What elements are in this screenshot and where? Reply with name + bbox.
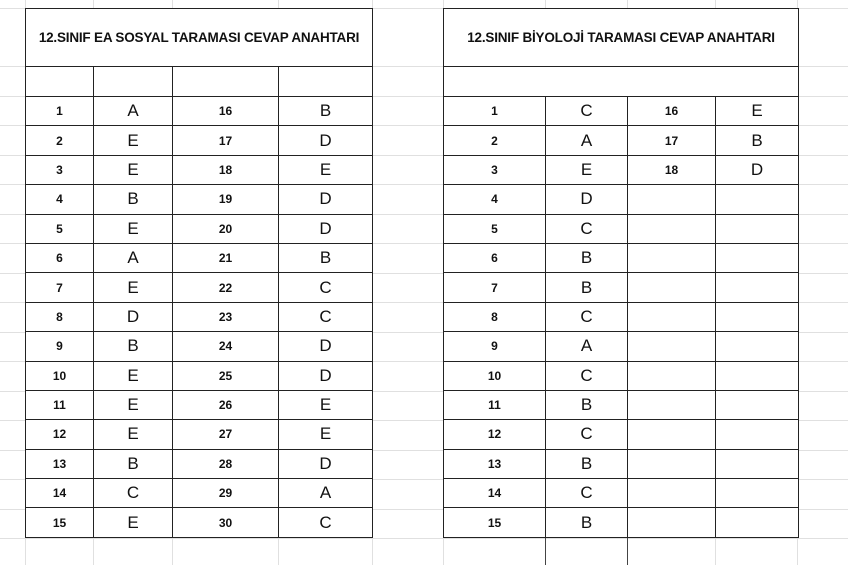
answer-cell[interactable]: B bbox=[546, 508, 628, 537]
answer-cell[interactable]: D bbox=[546, 185, 628, 214]
table-title[interactable]: 12.SINIF EA SOSYAL TARAMASI CEVAP ANAHTARI bbox=[26, 9, 373, 67]
table-row bbox=[444, 214, 799, 243]
question-number-cell[interactable]: 15 bbox=[444, 508, 546, 537]
table-row bbox=[444, 332, 799, 361]
blank-cell[interactable] bbox=[94, 67, 173, 97]
answer-cell[interactable]: E bbox=[279, 420, 373, 449]
answer-cell[interactable]: E bbox=[94, 420, 173, 449]
table-row bbox=[26, 185, 373, 214]
answer-cell[interactable]: E bbox=[94, 508, 173, 537]
question-number-cell[interactable]: 4 bbox=[444, 185, 546, 214]
table-row bbox=[444, 361, 799, 390]
question-number-cell[interactable]: 7 bbox=[444, 273, 546, 302]
answer-cell[interactable]: A bbox=[94, 97, 173, 126]
answer-cell[interactable]: B bbox=[716, 126, 799, 155]
answer-cell[interactable]: B bbox=[546, 390, 628, 419]
question-number-cell[interactable]: 10 bbox=[26, 361, 94, 390]
answer-cell[interactable] bbox=[716, 420, 799, 449]
answer-cell[interactable]: D bbox=[716, 155, 799, 184]
answer-cell[interactable] bbox=[716, 332, 799, 361]
table-row bbox=[444, 273, 799, 302]
answer-cell[interactable]: C bbox=[279, 508, 373, 537]
table-row bbox=[26, 243, 373, 272]
question-number-cell[interactable]: 1 bbox=[26, 97, 94, 126]
table-row bbox=[26, 332, 373, 361]
question-number-cell[interactable] bbox=[628, 214, 716, 243]
table-row bbox=[26, 361, 373, 390]
answer-cell[interactable]: C bbox=[94, 479, 173, 508]
table-row bbox=[444, 302, 799, 331]
answer-cell[interactable]: C bbox=[279, 273, 373, 302]
column-border-extension bbox=[627, 538, 628, 565]
answer-key-table-biyoloji bbox=[443, 8, 799, 538]
question-number-cell[interactable]: 9 bbox=[26, 332, 94, 361]
question-number-cell[interactable]: 12 bbox=[444, 420, 546, 449]
answer-cell[interactable]: D bbox=[279, 185, 373, 214]
table-row bbox=[444, 126, 799, 155]
answer-cell[interactable]: E bbox=[546, 155, 628, 184]
answer-cell[interactable]: D bbox=[279, 126, 373, 155]
question-number-cell[interactable]: 12 bbox=[26, 420, 94, 449]
question-number-cell[interactable]: 4 bbox=[26, 185, 94, 214]
answer-key-table-ea-sosyal bbox=[25, 8, 373, 538]
answer-cell[interactable]: C bbox=[279, 302, 373, 331]
question-number-cell[interactable] bbox=[628, 390, 716, 419]
table-row bbox=[26, 302, 373, 331]
answer-cell[interactable]: C bbox=[546, 420, 628, 449]
question-number-cell[interactable]: 8 bbox=[26, 302, 94, 331]
question-number-cell[interactable]: 2 bbox=[444, 126, 546, 155]
answer-cell[interactable]: C bbox=[546, 214, 628, 243]
table-title[interactable]: 12.SINIF BİYOLOJİ TARAMASI CEVAP ANAHTARI bbox=[444, 9, 799, 67]
question-number-cell[interactable] bbox=[628, 479, 716, 508]
answer-cell[interactable] bbox=[716, 479, 799, 508]
answer-cell[interactable] bbox=[716, 508, 799, 537]
question-number-cell[interactable] bbox=[628, 185, 716, 214]
question-number-cell[interactable] bbox=[628, 508, 716, 537]
answer-cell[interactable]: E bbox=[94, 214, 173, 243]
question-number-cell[interactable]: 23 bbox=[173, 302, 279, 331]
answer-cell[interactable]: B bbox=[279, 243, 373, 272]
answer-cell[interactable]: B bbox=[94, 185, 173, 214]
question-number-cell[interactable]: 16 bbox=[628, 97, 716, 126]
blank-cell[interactable] bbox=[444, 67, 799, 97]
question-number-cell[interactable] bbox=[628, 273, 716, 302]
question-number-cell[interactable]: 15 bbox=[26, 508, 94, 537]
answer-cell[interactable]: C bbox=[546, 479, 628, 508]
question-number-cell[interactable]: 3 bbox=[26, 155, 94, 184]
gridline-row bbox=[0, 538, 848, 539]
answer-cell[interactable]: B bbox=[94, 332, 173, 361]
answer-cell[interactable]: E bbox=[94, 155, 173, 184]
question-number-cell[interactable]: 18 bbox=[173, 155, 279, 184]
question-number-cell[interactable]: 18 bbox=[628, 155, 716, 184]
answer-cell[interactable]: A bbox=[279, 479, 373, 508]
table-row bbox=[444, 508, 799, 537]
answer-cell[interactable]: D bbox=[94, 302, 173, 331]
question-number-cell[interactable]: 1 bbox=[444, 97, 546, 126]
question-number-cell[interactable]: 2 bbox=[26, 126, 94, 155]
table-row bbox=[444, 390, 799, 419]
table-row bbox=[26, 214, 373, 243]
question-number-cell[interactable]: 10 bbox=[444, 361, 546, 390]
table-row bbox=[26, 479, 373, 508]
question-number-cell[interactable] bbox=[628, 332, 716, 361]
answer-cell[interactable]: E bbox=[279, 390, 373, 419]
table-row bbox=[26, 390, 373, 419]
table-row bbox=[444, 420, 799, 449]
blank-cell[interactable] bbox=[26, 67, 94, 97]
question-number-cell[interactable] bbox=[628, 449, 716, 478]
question-number-cell[interactable] bbox=[628, 243, 716, 272]
answer-cell[interactable]: E bbox=[94, 273, 173, 302]
table-row bbox=[26, 155, 373, 184]
question-number-cell[interactable]: 11 bbox=[26, 390, 94, 419]
question-number-cell[interactable]: 21 bbox=[173, 243, 279, 272]
answer-cell[interactable]: B bbox=[94, 449, 173, 478]
question-number-cell[interactable]: 6 bbox=[444, 243, 546, 272]
answer-cell[interactable]: A bbox=[546, 126, 628, 155]
question-number-cell[interactable]: 28 bbox=[173, 449, 279, 478]
table-row bbox=[26, 449, 373, 478]
question-number-cell[interactable]: 22 bbox=[173, 273, 279, 302]
question-number-cell[interactable]: 17 bbox=[628, 126, 716, 155]
answer-cell[interactable] bbox=[716, 449, 799, 478]
question-number-cell[interactable]: 11 bbox=[444, 390, 546, 419]
question-number-cell[interactable]: 27 bbox=[173, 420, 279, 449]
answer-cell[interactable]: D bbox=[279, 449, 373, 478]
table-row bbox=[26, 420, 373, 449]
answer-cell[interactable] bbox=[716, 273, 799, 302]
column-border-extension bbox=[545, 538, 546, 565]
question-number-cell[interactable] bbox=[628, 361, 716, 390]
question-number-cell[interactable]: 5 bbox=[26, 214, 94, 243]
question-number-cell[interactable]: 29 bbox=[173, 479, 279, 508]
question-number-cell[interactable]: 26 bbox=[173, 390, 279, 419]
question-number-cell[interactable]: 14 bbox=[444, 479, 546, 508]
question-number-cell[interactable]: 13 bbox=[444, 449, 546, 478]
question-number-cell[interactable]: 3 bbox=[444, 155, 546, 184]
table-row bbox=[444, 479, 799, 508]
table-row bbox=[444, 243, 799, 272]
answer-cell[interactable] bbox=[716, 302, 799, 331]
answer-cell[interactable]: C bbox=[546, 361, 628, 390]
question-number-cell[interactable]: 5 bbox=[444, 214, 546, 243]
question-number-cell[interactable]: 24 bbox=[173, 332, 279, 361]
question-number-cell[interactable]: 16 bbox=[173, 97, 279, 126]
table-row bbox=[444, 185, 799, 214]
answer-cell[interactable]: B bbox=[546, 273, 628, 302]
blank-cell[interactable] bbox=[279, 67, 373, 97]
answer-cell[interactable] bbox=[716, 390, 799, 419]
answer-cell[interactable]: C bbox=[546, 302, 628, 331]
question-number-cell[interactable]: 19 bbox=[173, 185, 279, 214]
question-number-cell[interactable] bbox=[628, 420, 716, 449]
answer-cell[interactable]: A bbox=[94, 243, 173, 272]
answer-cell[interactable]: A bbox=[546, 332, 628, 361]
question-number-cell[interactable]: 8 bbox=[444, 302, 546, 331]
answer-cell[interactable]: B bbox=[279, 97, 373, 126]
question-number-cell[interactable]: 14 bbox=[26, 479, 94, 508]
question-number-cell[interactable]: 17 bbox=[173, 126, 279, 155]
table-row bbox=[444, 449, 799, 478]
table-row bbox=[26, 273, 373, 302]
answer-cell[interactable]: D bbox=[279, 332, 373, 361]
question-number-cell[interactable]: 9 bbox=[444, 332, 546, 361]
question-number-cell[interactable]: 13 bbox=[26, 449, 94, 478]
answer-cell[interactable]: C bbox=[546, 97, 628, 126]
question-number-cell[interactable]: 6 bbox=[26, 243, 94, 272]
answer-cell[interactable] bbox=[716, 185, 799, 214]
question-number-cell[interactable]: 7 bbox=[26, 273, 94, 302]
answer-cell[interactable]: B bbox=[546, 243, 628, 272]
table-row bbox=[444, 155, 799, 184]
answer-cell[interactable]: D bbox=[279, 361, 373, 390]
question-number-cell[interactable] bbox=[628, 302, 716, 331]
table-row bbox=[444, 97, 799, 126]
answer-cell[interactable]: D bbox=[279, 214, 373, 243]
question-number-cell[interactable]: 20 bbox=[173, 214, 279, 243]
answer-cell[interactable]: E bbox=[94, 361, 173, 390]
table-row bbox=[26, 508, 373, 537]
table-row bbox=[26, 97, 373, 126]
answer-cell[interactable] bbox=[716, 243, 799, 272]
table-row bbox=[26, 126, 373, 155]
answer-cell[interactable] bbox=[716, 214, 799, 243]
answer-cell[interactable] bbox=[716, 361, 799, 390]
answer-cell[interactable]: B bbox=[546, 449, 628, 478]
question-number-cell[interactable]: 30 bbox=[173, 508, 279, 537]
answer-cell[interactable]: E bbox=[716, 97, 799, 126]
blank-cell[interactable] bbox=[173, 67, 279, 97]
answer-cell[interactable]: E bbox=[94, 126, 173, 155]
answer-cell[interactable]: E bbox=[94, 390, 173, 419]
question-number-cell[interactable]: 25 bbox=[173, 361, 279, 390]
answer-cell[interactable]: E bbox=[279, 155, 373, 184]
